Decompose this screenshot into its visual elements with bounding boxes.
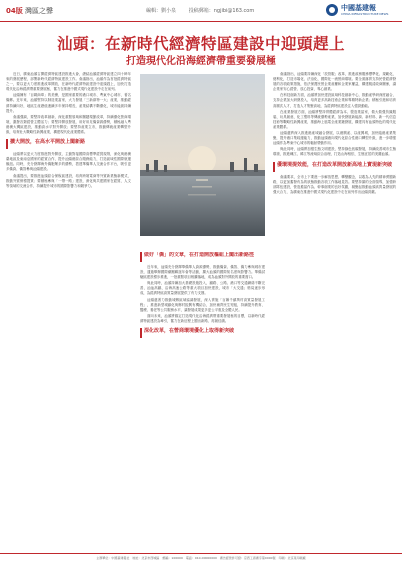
paragraph: 汕頭還著力推動城鄉區域協調發展，深入實施「百縣千鎮萬村高質量發展工程」，推進新型城鎮化與鄉村振興有機結合，加快補齊民生短板，持續提升教育、醫療、養老等公共服務水平，讓發展成果更多更公平惠及全體人民。 [140,297,265,312]
heading-bar [273,162,275,172]
paragraph: 近年來，汕頭充分發揮華僑華人資源優勢，推動僑資、僑智、僑力參與城市建設，通過舉辦國際潮團聯誼年會等活動，擴大汕頭的國際知名度與影響力。華僑試驗區建設穩步推進，一批重點項目相繼落地，成為汕頭對外開放的重要窗口。 [140,265,265,280]
paragraph: 會議指出，汕頭要持續深化「放管服」改革，推進政務服務標準化、規範化、便利化，打造市場化、法治化、國際化一流營商環境。要全面落實支持民營經濟發展的各項政策措施，依法保護民營企業產權和企業家權益，構建親清政商關係，讓企業家安心經營、放心投資、專心創業。 [273,72,396,92]
paragraph: 會議要求，全市上下要進一步解放思想、轉變觀念，以敢為人先的精神勇闖新路，以更加奮發有為的狀態推動各項工作落地見效。要堅持黨的全面領導，加強幹部隊伍建設，營造擔當作為、幹事創業的良好氛圍，凝聚起推動汕頭高質量發展的強大合力，為廣東在推進中國式現代化建設中走在前列作出汕頭貢獻。 [273,174,396,194]
page-header [0,0,402,22]
page-section-label [6,6,53,16]
page-number: 04版 [6,7,23,15]
heading-bar [140,328,142,338]
paragraph: 近日，廣東汕頭召開經濟特區建設推進大會，總結汕頭經濟特區建立四十餘年來的發展歷程，部署新時代經濟特區建設工作。會議指出，汕頭作為首批經濟特區之一，要以更大力度推進改革開放，在新時代經濟特區建設中迎頭趕上，加快打造現代化沿海經濟帶重要發展極，奮力在推進中國式現代化建設中走在前列。 [6,72,131,92]
newspaper-logo [326,3,396,19]
logo-icon [326,4,338,16]
headline: 汕頭：在新時代經濟特區建設中迎頭趕上 [56,34,345,53]
paragraph: 汕頭還將深入推進港產城融合發展，以港興產、以產興城，加快臨港產業集聚，提升港口集疏運能力，推動汕頭港向現代化綜合性港口轉型升級，進一步增強汕頭作為粵東中心城市的輻射帶動作用。 [273,131,396,146]
photo-caption: 做好「僑」的文章，在打造開放樞紐上闖出新路徑 [140,252,265,262]
page-footer: 主辦單位：中國基建報社 地址：北京市西城區 郵編：100000 電話：010-00000000 廣告經營許可證：京西工商廣字第0000號 印刷：北京某印刷廠 [0,553,402,563]
paragraph: 在科技創新方面，汕頭將加快建設區域科技創新中心，推動產學研深度融合，支持企業加大研發投入，培育更多高新技術企業和專精特新企業；積極引進和培育高層次人才，打造人才集聚高地，為經濟特區建設注入強勁動能。 [273,93,396,108]
sunset-photo [140,74,265,236]
column-1 [6,72,131,552]
paragraph: 會議提出，要推進汕頭綜合保稅區建設，培育跨境電商等外貿新業態新模式，推動外貿保穩提質；要積極參與「一帶一路」建設，深化與共建國家在經貿、人文等領域的交流合作，持續提升城市的國際影響力和競爭力。 [6,173,131,188]
editor-info [146,7,254,14]
paragraph: 在產業發展方面，汕頭將堅持實體經濟為本、製造業當家，做大做強紡織服裝、玩具創意、化工塑料等傳統優勢產業，加快發展新能源、新材料、新一代信息技術等戰略性新興產業，推動海上風電全產業鏈發展，構建具有汕頭特色的現代化產業體系。 [273,109,396,129]
paragraph: 汕頭擁有「百載商埠」的美譽，是國家重要的港口城市、粵東中心城市、著名僑鄉。近年來，汕頭堅持以制造業當家，大力發展「三新兩特一大」產業，推動經濟持續向好，地區生產總值連續多年保持增長，產業結構不斷優化，城市能級持續提升。 [6,93,131,113]
section-name: 灣區之聲 [24,7,53,15]
logo-subtitle: CHINA INFRASTRUCTURE NEWS [341,12,389,16]
paragraph: 汕頭將以更大力度推進對外開放，主動對接國際高標準經貿規則，深化與港澳臺地區及東南亞國家的經貿合作，提升汕頭港綜合服務能力，打造區域性國際航運樞紐。同時，充分發揮海外僑胞眾多的優勢，搭建華僑華人交流合作平台，吸引更多僑資、僑智參與汕頭建設。 [6,152,131,172]
heading-bar [6,139,8,149]
section-heading-3: 優環境提效能，在打造改革開放新高地上實現新突破 [273,162,396,172]
heading-bar [140,252,142,262]
logo-name: 中國基建報 [341,4,376,12]
editor-name: 編輯：劉小泉 [146,8,177,14]
paragraph: 會議強調，要堅持改革創新，深化重點領域和關鍵環節改革，持續優化營商環境，激發各類經營主體活力；要堅持開放發展，用好用足僑資源優勢，積極融入粵港澳大灣區建設，推動高水平對外開放；要堅持產業立市，推動傳統產業轉型升級，培育壯大戰略性新興產業，構建現代化產業體系。 [6,114,131,135]
subheadline: 打造現代化沿海經濟帶重要發展極 [126,56,276,67]
section-heading-2: 深化改革，在營商環境優化上取得新突破 [140,328,265,338]
section-heading-1: 擴大開放，在高水平開放上闖新路 [6,139,131,149]
column-3 [273,72,396,552]
paragraph: 與此同時，汕頭將加強生態文明建設，堅持綠色低碳發展，持續改善城市生態環境，推進練江、韓江等流域綜合治理，打造山海相依、生態宜居的美麗汕頭。 [273,147,396,157]
paragraph: 與此同時，汕頭持續加大基礎設施投入，鐵路、公路、港口等交通網絡不斷完善，汕汕高鐵、沿海高速公路等重大項目加快建設，城市「大交通」格局逐步形成，為經濟特區高質量發展提供了有力支撐。 [140,281,265,296]
contact-email: 投稿郵箱：ngjibi@163.com [188,8,255,14]
column-2 [140,252,265,508]
paragraph: 面向未來，汕頭將錨定打造現代化沿海經濟帶重要發展極的目標，以新時代經濟特區建設為牽引，奮力在新征程上闖出新路、再創佳績。 [140,313,265,323]
